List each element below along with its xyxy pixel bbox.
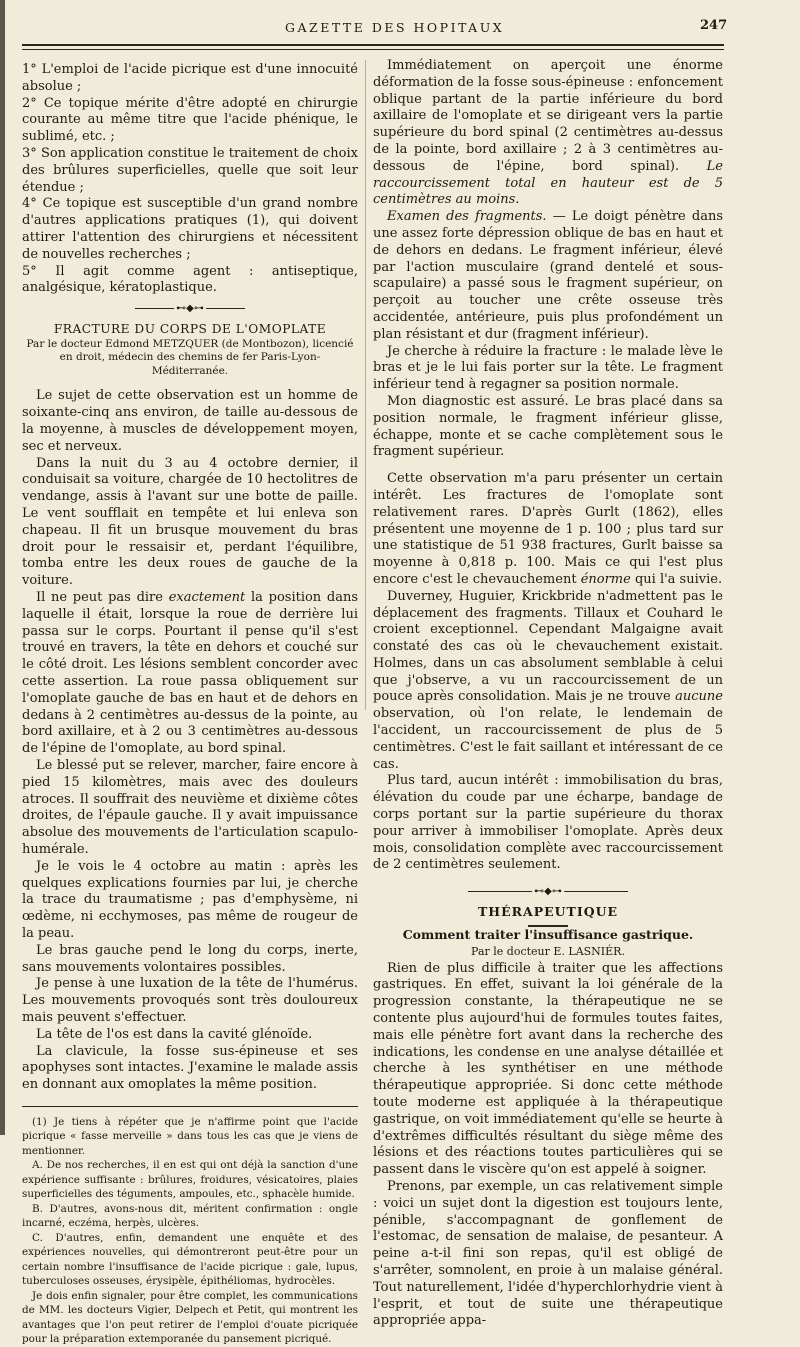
left-column (22, 62, 358, 1347)
paragraph: Le blessé put se relever, marcher, faire encore à pied 15 kilomètres, mais avec des douleurs atroces. Il souffrait des neuvième et dixième côtes droites, de l'épaule gauche. Il y avait impuissance absolue des mouvements de l'articulation scapulo-humérale. (22, 757, 358, 857)
column-divider (365, 60, 366, 710)
footnotes (22, 1106, 358, 1347)
paragraph: Je pense à une luxation de la tête de l'humérus. Les mouvements provoqués sont très douloureux mais peuvent s'effectuer. (22, 976, 358, 1025)
paragraph: Prenons, par exemple, un cas relativement simple : voici un sujet dont la digestion est toujours lente, pénible, s'accompagnant de gonflement de l'estomac, de sensation de malaise, de pesanteur. A peine a-t-il fini son repas, qu'il est obligé de s'arrêter, somnolent, en proie à un malaise général. Tout naturellement, l'idée d'hyperchlorhydrie vient à l'esprit, et tout de suite une thérapeutique appropriée appa- (373, 1179, 723, 1329)
article-title: Comment traiter l'insuffisance gastrique. (402, 927, 694, 943)
paragraph: Mon diagnostic est assuré. Le bras placé dans sa position normale, le fragment inférieur glisse, échappe, monte et se cache complètement sous le fragment supérieur. (373, 393, 723, 460)
separator-ornament: ⊷◆⊶ (534, 886, 562, 898)
paragraph: Le sujet de cette observation est un homme de soixante-cinq ans environ, de taille au-dessous de la moyenne, à muscles de développement moyen, sec et nerveux. (22, 388, 358, 454)
conclusions-list (22, 62, 358, 297)
header-rule-thick (22, 44, 724, 46)
emphasis: Examen des fragments. (387, 209, 547, 225)
paragraph: Plus tard, aucun intérêt : immobilisation du bras, élévation du coude par une écharpe, bandage de corps portant sur la partie supérieure du thorax pour arriver à immobiliser l'omoplate. Après deux mois, consolidation complète avec raccourcissement de 2 centimètres seulement. (373, 773, 723, 873)
emphasis: exactement (168, 590, 246, 606)
emphasis: énorme (580, 571, 631, 587)
paragraph: La tête de l'os est dans la cavité glénoïde. (36, 1026, 313, 1042)
running-title: GAZETTE DES HOPITAUX (285, 20, 505, 35)
paragraph (373, 471, 723, 589)
paragraph: La clavicule, la fosse sus-épineuse et ses apophyses sont intactes. J'examine le malade assis en donnant aux omoplates la même position. (22, 1043, 358, 1093)
footnote: C. D'autres, enfin, demandent une enquête et des expériences nouvelles, qui démontreront peut-être pour un certain nombre l'insuffisance de l'acide picrique : gale, lupus, tuberculoses osseuses, érysipèle, épithéliomas, hydrocèles. (22, 1231, 358, 1288)
ornamental-separator (468, 886, 628, 898)
ornamental-separator (135, 303, 245, 315)
text-run: qui l'a suivie. (630, 571, 723, 587)
footnote: B. D'autres, avons-nous dit, méritent confirmation : ongle incarné, eczéma, herpès, ulcères. (22, 1202, 358, 1230)
paragraph: Le bras gauche pend le long du corps, inerte, sans mouvements volontaires possibles. (22, 942, 358, 975)
paragraph: Dans la nuit du 3 au 4 octobre dernier, il conduisait sa voiture, chargée de 10 hectolitres de vendange, assis à l'avant sur une botte de paille. Le vent soufflait en tempête et lui enleva son chapeau. Il fit un brusque mouvement du bras droit pour le ressaisir et, perdant l'équilibre, tomba entre les deux roues de gauche de la voiture. (22, 455, 358, 589)
paragraph: Je cherche à réduire la fracture : le malade lève le bras et je le lui fais porter sur la tête. Le fragment inférieur tend à regagner sa position normale. (373, 343, 723, 393)
emphasis: Le raccourcissement total en hauteur est de 5 centimètres au moins. (373, 158, 723, 208)
list-item: 5° Il agit comme agent : antiseptique, analgésique, kératoplastique. (22, 263, 358, 296)
text-run: Cette observation m'a paru présenter un certain intérêt. Les fractures de l'omoplate sont relativement rares. D'après Gurlt (1862), elles présentent une moyenne de 1 p. 100 ; plus tard sur une statistique de 51 938 fractures, Gurlt baisse sa moyenne à 0,818 p. 100. Mais ce qui l'est plus encore c'est le chevauchement (373, 471, 723, 587)
list-item: 3° Son application constitue le traitement de choix des brûlures superficielles, quelle que soit leur étendue ; (22, 145, 358, 195)
paragraph (373, 209, 723, 343)
article-title: FRACTURE DU CORPS DE L'OMOPLATE (53, 322, 327, 337)
footnote: A. De nos recherches, il en est qui ont déjà la sanction d'une expérience suffisante : brûlures, froidures, vésicatoires, plaies superficielles des téguments, ampoules, etc., sphacèle humide. (22, 1159, 358, 1201)
section-title: THÉRAPEUTIQUE (477, 904, 619, 920)
paragraph (373, 589, 723, 774)
text-run: Duverney, Huguier, Krickbride n'admettent pas le déplacement des fragments. Tillaux et Couhard le croient exceptionnel. Cependant Malgaigne avait constaté des cas où le chevauchement existait. Holmes, dans un cas absolument semblable à celui que j'observe, a vu un raccourcissement de un pouce après consolidation. Mais je ne trouve (373, 588, 723, 705)
footnote: Je dois enfin signaler, pour être complet, les communications de MM. les docteurs Vigier, Delpech et Petit, qui montrent les avantages que l'on peut retirer de l'emploi d'ouate picriquée pour la préparation extemporanée du pansement picriqué. (22, 1289, 358, 1346)
header-rule-thin (22, 49, 724, 50)
list-item: 1° L'emploi de l'acide picrique est d'une innocuité absolue ; (22, 62, 358, 94)
page-header (0, 18, 800, 42)
text-run: observation, où l'on relate, le lendemain de l'accident, un raccourcissement de plus de 5 centimètres. C'est le fait saillant et intéressant de ce cas. (373, 706, 723, 772)
footnote: (1) Je tiens à répéter que je n'affirme point que l'acide picrique « fasse merveille » dans tous les cas que je viens de mentionner. (22, 1115, 358, 1157)
list-item: 4° Ce topique est susceptible d'un grand nombre d'autres applications pratiques (1), qui doivent attirer l'attention des chirurgiens et nécessitent de nouvelles recherches ; (22, 196, 358, 262)
right-column (373, 58, 723, 1330)
article-byline: Par le docteur Edmond METZQUER (de Montbozon), licencié en droit, médecin des chemins de fer Paris-Lyon-Méditerranée. (26, 337, 354, 377)
text-run: la position dans laquelle il était, lorsque la roue de derrière lui passa sur le corps. Pourtant il pense qu'il s'est trouvé en travers, la tête en dehors et couché sur le côté droit. Les lésions semblent concorder avec cette assertion. La roue passa obliquement sur l'omoplate gauche de bas en haut et de dehors en dedans à 2 centimètres au-dessus de la pointe, au bord axillaire, et à 2 ou 3 centimètres au-dessous de l'épine de l'omoplate, au bord spinal. (22, 590, 359, 757)
paragraph (22, 590, 358, 758)
page-number: 247 (700, 18, 728, 33)
text-run: — Le doigt pénètre dans une assez forte dépression oblique de bas en haut et de dehors en dedans. Le fragment inférieur, élevé par l'action musculaire (grand dentelé et sous-scapulaire) a passé sous le fragment supérieur, on perçoit au toucher une crête osseuse très accidentée, antérieure, puis plus profondément un plan résistant et dur (fragment inférieur). (373, 209, 723, 342)
emphasis: aucune (675, 689, 723, 705)
page-binding-edge (0, 0, 5, 1135)
paragraph (373, 58, 723, 209)
paragraph: Je le vois le 4 octobre au matin : après les quelques explications fournies par lui, je cherche la trace du traumatisme ; pas d'emphysème, ni œdème, ni ecchymoses, pas même de rougeur de la peau. (22, 858, 358, 941)
text-run: Il ne peut pas dire (36, 590, 169, 606)
list-item: 2° Ce topique mérite d'être adopté en chirurgie courante au même titre que l'acide phénique, le sublimé, etc. ; (22, 95, 358, 145)
article-byline: Par le docteur E. LASNIÉR. (471, 944, 625, 958)
paragraph: Rien de plus difficile à traiter que les affections gastriques. En effet, suivant la loi générale de la progression constante, la thérapeutique ne se contente plus aujourd'hui de formules toutes faites, mais elle pénètre fort avant dans la recherche des indications, les condense en une analyse détaillée et cherche à les synthétiser en une méthode thérapeutique appropriée. Si donc cette méthode toute moderne est appliquée à la thérapeutique gastrique, on voit immédiatement qu'elle se heurte à d'extrêmes difficultés résultant du siège même des lésions et des réactions toutes particulières qui se passent dans le viscère qu'on est appelé à soigner. (373, 960, 723, 1178)
separator-ornament: ⊷◆⊶ (176, 303, 204, 315)
text-run: Immédiatement on aperçoit une énorme déformation de la fosse sous-épineuse : enfoncement oblique partant de la partie inférieure du bord axillaire de l'omoplate et se dirigeant vers la partie supérieure du bord spinal (2 centimètres au-dessus de la pointe, bord axillaire ; 2 à 3 centimètres au-dessous de l'épine, bord spinal). (373, 58, 723, 174)
